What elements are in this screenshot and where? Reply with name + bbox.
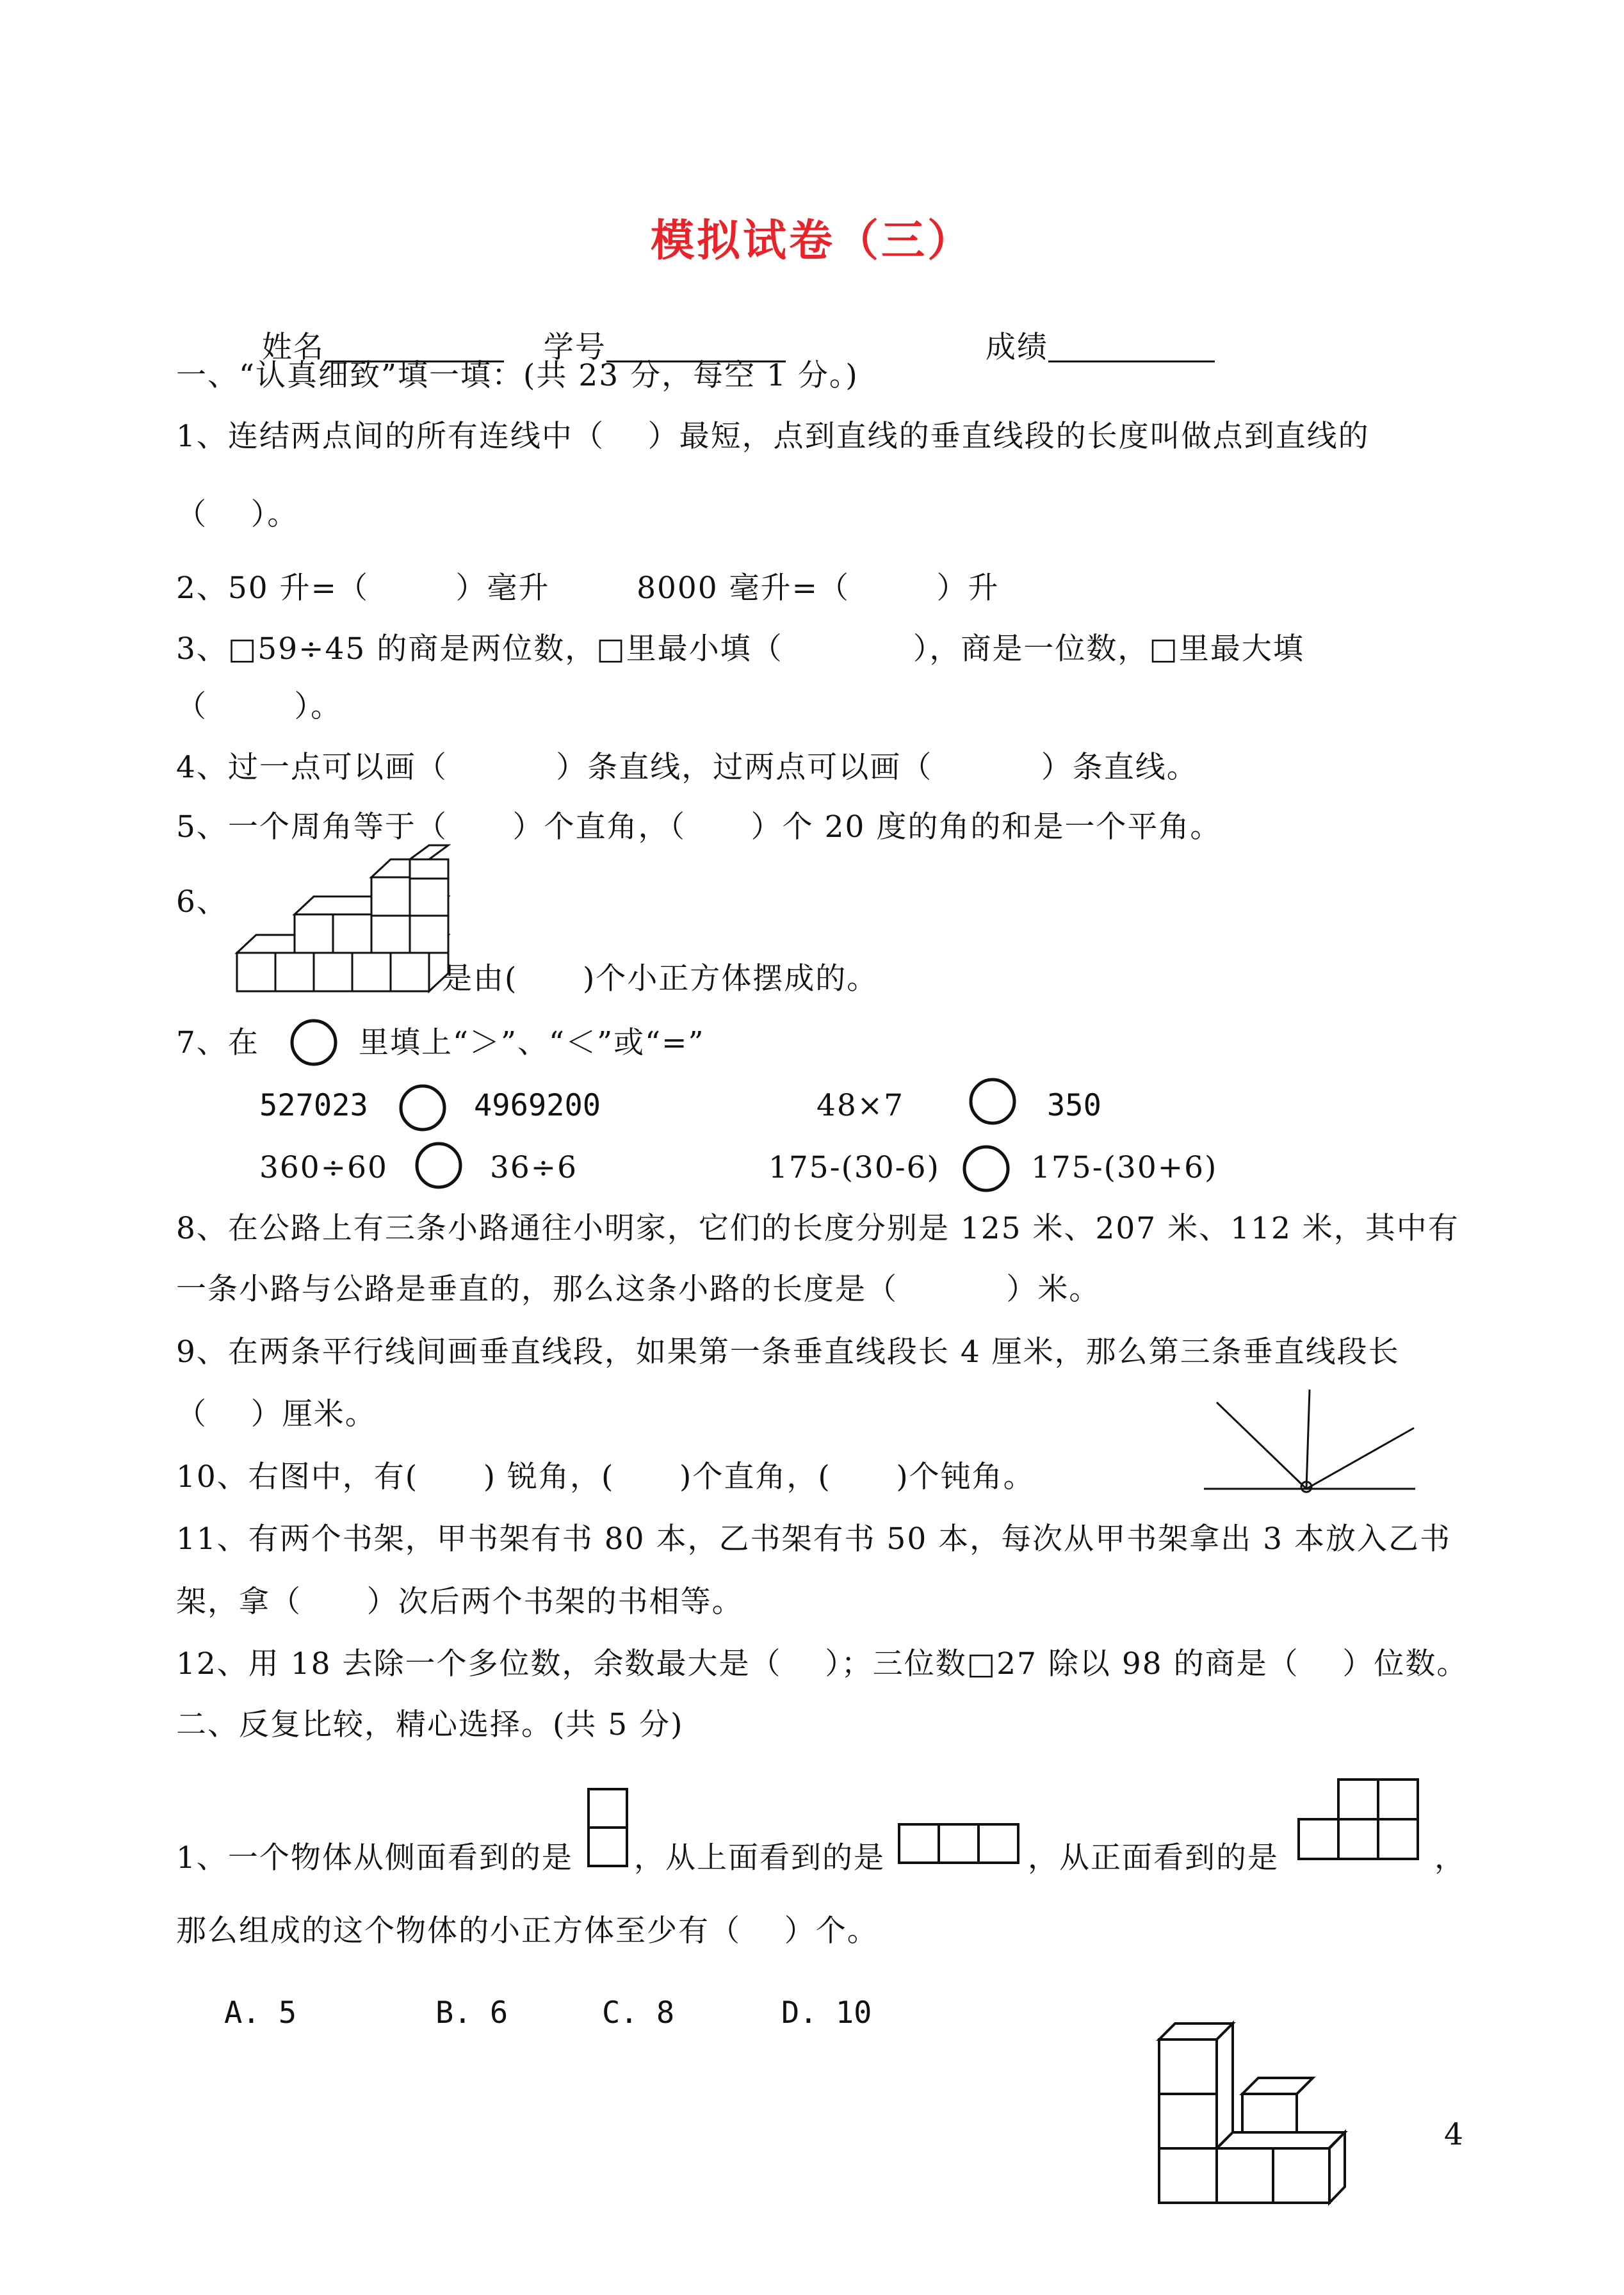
compare-d-right: 175-(30+6)	[1031, 1150, 1218, 1185]
question-5: 5、一个周角等于（ ）个直角，（ ）个 20 度的角的和是一个平角。	[176, 809, 1222, 845]
compare-a-left: 527023	[259, 1088, 368, 1123]
section2-heading: 二、反复比较，精心选择。(共 5 分)	[176, 1707, 684, 1742]
question-2: 2、50 升=（ ）毫升 8000 毫升=（ ）升	[176, 571, 1000, 606]
question-7-prefix: 7、在	[176, 1025, 259, 1060]
question-1-line-1: 1、连结两点间的所有连线中（ ）最短，点到直线的垂直线段的长度叫做点到直线的	[176, 419, 1370, 454]
section2-question-1-part-3: ，从正面看到的是	[1028, 1840, 1279, 1876]
question-11-line-1: 11、有两个书架，甲书架有书 80 本，乙书架有书 50 本，每次从甲书架拿出 3 本放入乙书	[176, 1521, 1451, 1557]
name-field[interactable]	[240, 300, 504, 365]
option-d[interactable]: D. 10	[781, 1995, 872, 2031]
score-label: 成绩	[985, 330, 1048, 365]
option-a[interactable]: A. 5	[224, 1995, 297, 2031]
question-6-text: 是由( )个小正方体摆成的。	[442, 961, 879, 996]
page-title: 模拟试卷（三）	[650, 215, 973, 266]
comparison-circle-icon	[288, 1017, 339, 1068]
question-9-line-1: 9、在两条平行线间画垂直线段，如果第一条垂直线段长 4 厘米，那么第三条垂直线段长	[176, 1334, 1400, 1370]
section1-heading: 一、“认真细致”填一填：(共 23 分，每空 1 分。)	[176, 358, 859, 393]
compare-c-circle[interactable]	[413, 1140, 464, 1191]
section2-question-1-part-1: 1、一个物体从侧面看到的是	[176, 1840, 573, 1876]
compare-b-left: 48×7	[816, 1088, 905, 1123]
question-6-number: 6、	[176, 884, 228, 920]
cube-stack-figure	[231, 845, 461, 1005]
question-4: 4、过一点可以画（ ）条直线，过两点可以画（ ）条直线。	[176, 750, 1198, 785]
option-b[interactable]: B. 6	[435, 1995, 508, 2031]
score-blank[interactable]	[1048, 330, 1215, 362]
question-8-line-1: 8、在公路上有三条小路通往小明家，它们的长度分别是 125 米、207 米、112 米，其中有	[176, 1211, 1459, 1246]
compare-b-right: 350	[1047, 1088, 1101, 1123]
angles-figure	[1204, 1390, 1422, 1498]
solid-cubes-figure	[1153, 1998, 1370, 2209]
question-1-line-2: （ ）。	[176, 497, 299, 532]
question-9-line-2: （ ）厘米。	[176, 1397, 377, 1432]
question-3-line-2: （ ）。	[176, 689, 343, 724]
section2-question-1-part-2: ，从上面看到的是	[634, 1840, 885, 1876]
student-id-label: 学号	[543, 330, 606, 365]
compare-a-circle[interactable]	[397, 1082, 448, 1133]
section2-question-1-part-4: ，	[1434, 1840, 1466, 1876]
compare-d-circle[interactable]	[961, 1143, 1012, 1194]
question-8-line-2: 一条小路与公路是垂直的，那么这条小路的长度是（ ）米。	[176, 1272, 1101, 1307]
option-c[interactable]: C. 8	[602, 1995, 675, 2031]
page-number: 4	[1444, 2117, 1465, 2152]
compare-c-right: 36÷6	[490, 1150, 578, 1185]
front-view-figure	[1294, 1777, 1428, 1867]
section2-question-1-line-2: 那么组成的这个物体的小正方体至少有（ ）个。	[176, 1913, 879, 1949]
compare-a-right: 4969200	[474, 1088, 601, 1123]
question-10: 10、右图中，有( ) 锐角，( )个直角，( )个钝角。	[176, 1459, 1035, 1495]
student-id-field[interactable]	[522, 300, 786, 365]
score-field[interactable]	[964, 300, 1215, 365]
question-12: 12、用 18 去除一个多位数，余数最大是（ ）；三位数□27 除以 98 的商是（ ）位数。	[176, 1646, 1468, 1682]
name-label: 姓名	[261, 330, 325, 365]
compare-c-left: 360÷60	[259, 1150, 388, 1185]
compare-b-circle[interactable]	[967, 1076, 1018, 1127]
question-7-instruction: 里填上“＞”、“＜”或“=”	[359, 1025, 705, 1060]
question-11-line-2: 架，拿（ ）次后两个书架的书相等。	[176, 1584, 743, 1619]
question-3-line-1: 3、□59÷45 的商是两位数，□里最小填（ ），商是一位数，□里最大填	[176, 631, 1304, 667]
top-view-figure	[897, 1822, 1025, 1867]
side-view-figure	[586, 1787, 631, 1876]
compare-d-left: 175-(30-6)	[768, 1150, 940, 1185]
